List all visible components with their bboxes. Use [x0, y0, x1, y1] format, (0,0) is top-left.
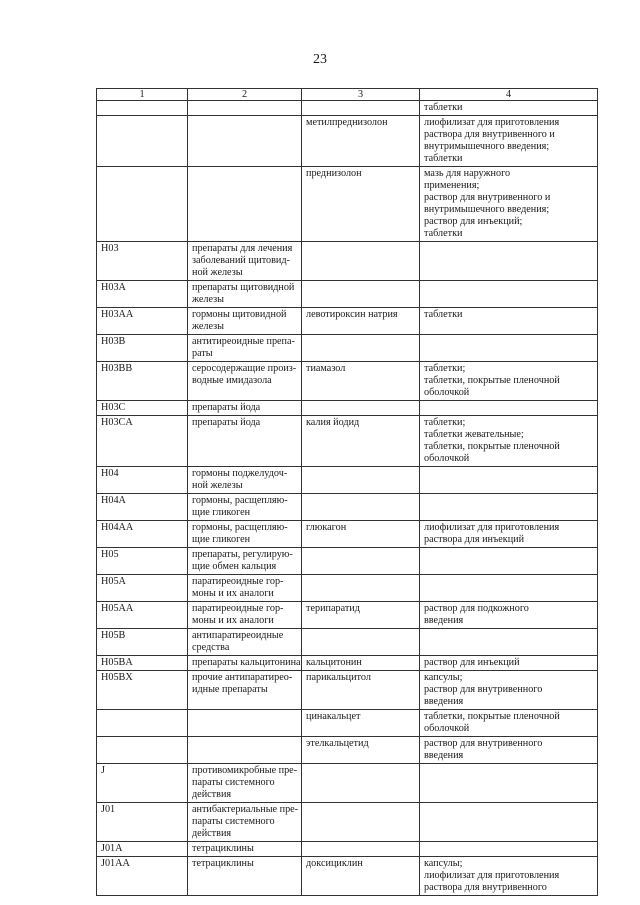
anatomical-group-cell	[188, 548, 302, 575]
table-row	[97, 416, 598, 467]
anatomical-group-cell-line: щие гликоген	[192, 534, 251, 545]
anatomical-group-cell-line: железы	[192, 321, 225, 332]
anatomical-group-cell-line: препараты йода	[192, 417, 261, 428]
dosage-form-cell	[420, 857, 598, 896]
anatomical-group-cell	[188, 416, 302, 467]
atc-code-cell: H05	[97, 548, 188, 575]
table-row	[97, 335, 598, 362]
anatomical-group-cell	[188, 737, 302, 764]
anatomical-group-cell-line: параты системного	[192, 777, 275, 788]
dosage-form-cell	[420, 521, 598, 548]
drug-name-cell-line: доксициклин	[306, 858, 363, 869]
drug-name-cell	[302, 602, 420, 629]
atc-code-cell: J01	[97, 803, 188, 842]
atc-code-cell: J	[97, 764, 188, 803]
drug-name-cell	[302, 656, 420, 671]
anatomical-group-cell-line: противомикробные пре-	[192, 765, 298, 776]
dosage-form-cell-line: раствор для внутривенного и	[424, 192, 551, 203]
anatomical-group-cell-line: паратиреоидные гор-	[192, 576, 284, 587]
anatomical-group-cell	[188, 467, 302, 494]
atc-code-cell	[97, 710, 188, 737]
drug-name-cell	[302, 857, 420, 896]
dosage-form-cell-line: лиофилизат для приготовления	[424, 117, 560, 128]
anatomical-group-cell	[188, 101, 302, 116]
table-row	[97, 575, 598, 602]
anatomical-group-cell	[188, 116, 302, 167]
drug-name-cell	[302, 335, 420, 362]
drug-name-cell	[302, 242, 420, 281]
dosage-form-cell-line: лиофилизат для приготовления	[424, 522, 560, 533]
table-row	[97, 467, 598, 494]
dosage-form-cell-line: таблетки	[424, 102, 463, 113]
anatomical-group-cell	[188, 803, 302, 842]
dosage-form-cell-line: введения	[424, 750, 464, 761]
anatomical-group-cell	[188, 401, 302, 416]
anatomical-group-cell-line: препараты щитовидной	[192, 282, 295, 293]
drug-name-cell	[302, 671, 420, 710]
anatomical-group-cell-line: ной железы	[192, 480, 243, 491]
dosage-form-cell-line: таблетки;	[424, 363, 466, 374]
dosage-form-cell-line: применения;	[424, 180, 480, 191]
drug-name-cell	[302, 803, 420, 842]
drug-name-cell	[302, 467, 420, 494]
anatomical-group-cell	[188, 242, 302, 281]
drug-name-cell	[302, 629, 420, 656]
anatomical-group-cell-line: паратиреоидные гор-	[192, 603, 284, 614]
anatomical-group-cell-line: действия	[192, 828, 232, 839]
anatomical-group-cell-line: щие обмен кальция	[192, 561, 277, 572]
dosage-form-cell	[420, 737, 598, 764]
drug-name-cell-line: парикальцитол	[306, 672, 371, 683]
anatomical-group-cell-line: антипаратиреоидные	[192, 630, 284, 641]
dosage-form-cell	[420, 281, 598, 308]
dosage-form-cell	[420, 401, 598, 416]
anatomical-group-cell-line: антитиреоидные препа-	[192, 336, 295, 347]
header-col-1: 1	[97, 89, 188, 101]
dosage-form-cell	[420, 548, 598, 575]
table-row	[97, 401, 598, 416]
anatomical-group-cell-line: гормоны щитовидной	[192, 309, 287, 320]
dosage-form-cell-line: внутримышечного введения;	[424, 141, 550, 152]
atc-code-cell: H03BB	[97, 362, 188, 401]
anatomical-group-cell	[188, 494, 302, 521]
drug-name-cell	[302, 494, 420, 521]
atc-code-cell: H04AA	[97, 521, 188, 548]
anatomical-group-cell-line: щие гликоген	[192, 507, 251, 518]
atc-code-cell: H04	[97, 467, 188, 494]
anatomical-group-cell	[188, 602, 302, 629]
dosage-form-cell	[420, 710, 598, 737]
dosage-form-cell-line: раствора для инъекций	[424, 534, 525, 545]
atc-code-cell: H03B	[97, 335, 188, 362]
drug-name-cell	[302, 401, 420, 416]
dosage-form-cell	[420, 101, 598, 116]
table-row	[97, 167, 598, 242]
dosage-form-cell-line: раствора для внутривенного	[424, 882, 547, 893]
anatomical-group-cell-line: заболеваний щитовид-	[192, 255, 290, 266]
anatomical-group-cell-line: тетрациклины	[192, 843, 254, 854]
anatomical-group-cell	[188, 710, 302, 737]
dosage-form-cell	[420, 242, 598, 281]
dosage-form-cell	[420, 467, 598, 494]
dosage-form-cell-line: таблетки;	[424, 417, 466, 428]
table-row	[97, 521, 598, 548]
anatomical-group-cell-line: гормоны, расщепляю-	[192, 495, 288, 506]
header-col-4: 4	[420, 89, 598, 101]
dosage-form-cell-line: таблетки, покрытые пленочной	[424, 375, 560, 386]
dosage-form-cell-line: внутримышечного введения;	[424, 204, 550, 215]
anatomical-group-cell	[188, 335, 302, 362]
drug-name-cell-line: терипаратид	[306, 603, 360, 614]
dosage-form-cell-line: оболочкой	[424, 387, 470, 398]
dosage-form-cell-line: таблетки жевательные;	[424, 429, 524, 440]
dosage-form-cell-line: раствор для внутривенного	[424, 684, 543, 695]
anatomical-group-cell-line: тетрациклины	[192, 858, 254, 869]
anatomical-group-cell	[188, 671, 302, 710]
table-row	[97, 842, 598, 857]
anatomical-group-cell-line: гормоны поджелудоч-	[192, 468, 288, 479]
dosage-form-cell	[420, 764, 598, 803]
atc-code-cell: H05BA	[97, 656, 188, 671]
dosage-form-cell-line: оболочкой	[424, 453, 470, 464]
drug-name-cell-line: калия йодид	[306, 417, 360, 428]
atc-code-cell: H03AA	[97, 308, 188, 335]
anatomical-group-cell	[188, 308, 302, 335]
atc-code-cell	[97, 737, 188, 764]
anatomical-group-cell	[188, 842, 302, 857]
table-row	[97, 602, 598, 629]
anatomical-group-cell-line: гормоны, расщепляю-	[192, 522, 288, 533]
table-row	[97, 101, 598, 116]
dosage-form-cell-line: капсулы;	[424, 672, 463, 683]
table-row	[97, 737, 598, 764]
table-row	[97, 710, 598, 737]
header-col-3: 3	[302, 89, 420, 101]
table-row	[97, 764, 598, 803]
drug-name-cell-line: преднизолон	[306, 168, 362, 179]
dosage-form-cell-line: таблетки, покрытые пленочной	[424, 711, 560, 722]
anatomical-group-cell-line: действия	[192, 789, 232, 800]
dosage-form-cell-line: мазь для наружного	[424, 168, 511, 179]
drug-name-cell	[302, 575, 420, 602]
atc-code-cell: H05B	[97, 629, 188, 656]
dosage-form-cell-line: раствора для внутривенного и	[424, 129, 555, 140]
anatomical-group-cell-line: моны и их аналоги	[192, 615, 274, 626]
drug-name-cell-line: левотироксин натрия	[306, 309, 398, 320]
table-row	[97, 629, 598, 656]
dosage-form-cell-line: введения	[424, 615, 464, 626]
anatomical-group-cell	[188, 521, 302, 548]
drug-name-cell	[302, 548, 420, 575]
atc-code-cell: H05AA	[97, 602, 188, 629]
drug-name-cell	[302, 416, 420, 467]
table-row	[97, 362, 598, 401]
atc-code-cell	[97, 101, 188, 116]
table-row	[97, 803, 598, 842]
anatomical-group-cell-line: параты системного	[192, 816, 275, 827]
atc-code-cell: H04A	[97, 494, 188, 521]
drug-name-cell-line: кальцитонин	[306, 657, 362, 668]
table-body	[97, 101, 598, 896]
dosage-form-cell-line: таблетки, покрытые пленочной	[424, 441, 560, 452]
dosage-form-cell	[420, 575, 598, 602]
table-row	[97, 494, 598, 521]
table-row	[97, 656, 598, 671]
anatomical-group-cell-line: антибактериальные пре-	[192, 804, 299, 815]
anatomical-group-cell	[188, 764, 302, 803]
dosage-form-cell-line: лиофилизат для приготовления	[424, 870, 560, 881]
atc-code-cell: J01A	[97, 842, 188, 857]
dosage-form-cell-line: раствор для инъекций;	[424, 216, 523, 227]
dosage-form-cell	[420, 494, 598, 521]
table-row	[97, 857, 598, 896]
table-row	[97, 116, 598, 167]
header-col-2: 2	[188, 89, 302, 101]
anatomical-group-cell-line: идные препараты	[192, 684, 268, 695]
drug-name-cell-line: тиамазол	[306, 363, 346, 374]
anatomical-group-cell-line: ной железы	[192, 267, 243, 278]
dosage-form-cell-line: таблетки	[424, 153, 463, 164]
dosage-form-cell	[420, 308, 598, 335]
dosage-form-cell	[420, 656, 598, 671]
anatomical-group-cell	[188, 575, 302, 602]
anatomical-group-cell	[188, 629, 302, 656]
anatomical-group-cell-line: прочие антипаратирео-	[192, 672, 293, 683]
atc-code-cell	[97, 116, 188, 167]
atc-code-cell: H05A	[97, 575, 188, 602]
drug-classification-table	[96, 88, 598, 896]
atc-code-cell	[97, 167, 188, 242]
dosage-form-cell	[420, 362, 598, 401]
drug-name-cell-line: этелкальцетид	[306, 738, 369, 749]
anatomical-group-cell-line: железы	[192, 294, 225, 305]
dosage-form-cell	[420, 629, 598, 656]
anatomical-group-cell-line: средства	[192, 642, 230, 653]
anatomical-group-cell-line: моны и их аналоги	[192, 588, 274, 599]
anatomical-group-cell	[188, 656, 302, 671]
drug-name-cell-line: метилпреднизолон	[306, 117, 388, 128]
atc-code-cell: J01AA	[97, 857, 188, 896]
dosage-form-cell	[420, 416, 598, 467]
dosage-form-cell-line: раствор для внутривенного	[424, 738, 543, 749]
drug-name-cell	[302, 521, 420, 548]
dosage-form-cell	[420, 671, 598, 710]
atc-code-cell: H03A	[97, 281, 188, 308]
atc-code-cell: H03C	[97, 401, 188, 416]
table-row	[97, 242, 598, 281]
drug-name-cell-line: цинакальцет	[306, 711, 361, 722]
page-number: 23	[313, 52, 327, 67]
dosage-form-cell	[420, 116, 598, 167]
drug-name-cell	[302, 167, 420, 242]
drug-name-cell	[302, 737, 420, 764]
dosage-form-cell	[420, 602, 598, 629]
anatomical-group-cell-line: препараты, регулирую-	[192, 549, 293, 560]
header-row	[97, 89, 598, 101]
drug-name-cell	[302, 308, 420, 335]
dosage-form-cell-line: раствор для подкожного	[424, 603, 529, 614]
table-row	[97, 671, 598, 710]
anatomical-group-cell	[188, 362, 302, 401]
atc-code-cell: H05BX	[97, 671, 188, 710]
table-row	[97, 308, 598, 335]
drug-name-cell	[302, 116, 420, 167]
anatomical-group-cell	[188, 281, 302, 308]
dosage-form-cell	[420, 335, 598, 362]
dosage-form-cell-line: введения	[424, 696, 464, 707]
anatomical-group-cell-line: препараты для лечения	[192, 243, 293, 254]
anatomical-group-cell-line: серосодержащие произ-	[192, 363, 297, 374]
dosage-form-cell-line: таблетки	[424, 309, 463, 320]
dosage-form-cell	[420, 842, 598, 857]
drug-name-cell	[302, 101, 420, 116]
table-row	[97, 281, 598, 308]
anatomical-group-cell	[188, 167, 302, 242]
drug-name-cell-line: глюкагон	[306, 522, 347, 533]
anatomical-group-cell	[188, 857, 302, 896]
atc-code-cell: H03CA	[97, 416, 188, 467]
anatomical-group-cell-line: препараты кальцитонина	[192, 657, 301, 668]
anatomical-group-cell-line: раты	[192, 348, 213, 359]
dosage-form-cell-line: таблетки	[424, 228, 463, 239]
drug-name-cell	[302, 764, 420, 803]
drug-name-cell	[302, 281, 420, 308]
anatomical-group-cell-line: препараты йода	[192, 402, 261, 413]
atc-code-cell: H03	[97, 242, 188, 281]
dosage-form-cell-line: раствор для инъекций	[424, 657, 520, 668]
dosage-form-cell-line: капсулы;	[424, 858, 463, 869]
table-row	[97, 548, 598, 575]
drug-name-cell	[302, 842, 420, 857]
dosage-form-cell	[420, 167, 598, 242]
drug-name-cell	[302, 362, 420, 401]
dosage-form-cell	[420, 803, 598, 842]
dosage-form-cell-line: оболочкой	[424, 723, 470, 734]
drug-name-cell	[302, 710, 420, 737]
anatomical-group-cell-line: водные имидазола	[192, 375, 272, 386]
